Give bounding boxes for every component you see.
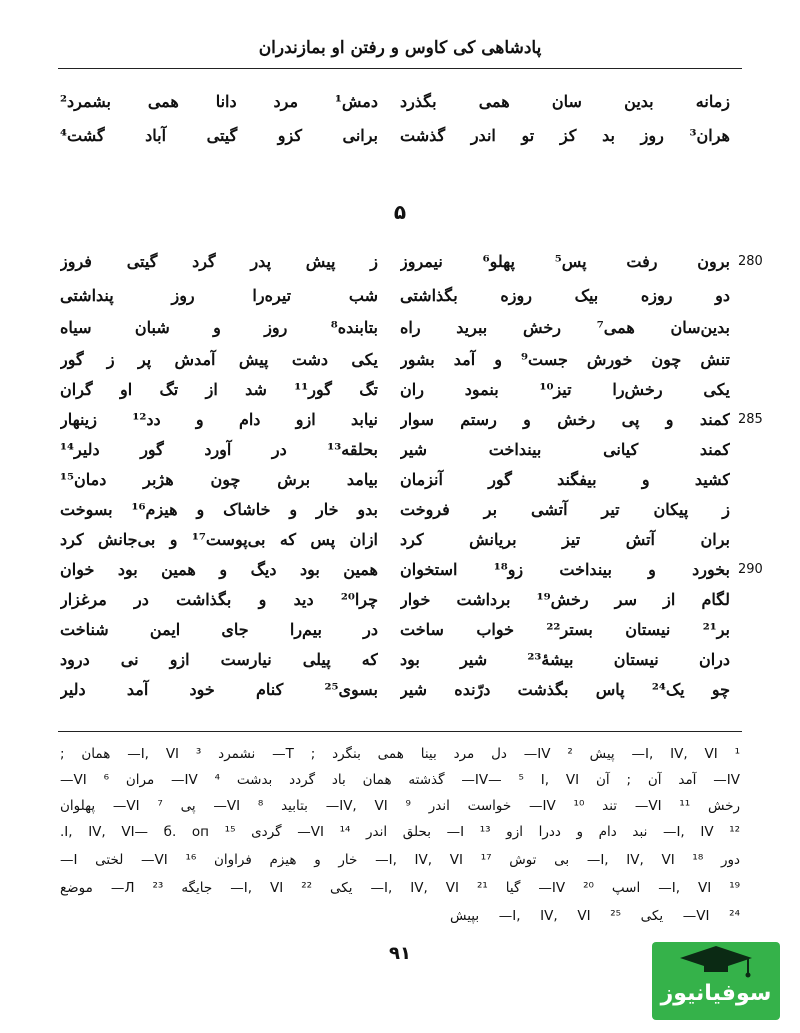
verse-right-hemistich: هران³ روز بد کز تو اندر گذشت [400, 126, 730, 145]
verse-row [0, 495, 800, 525]
footnote-line: دور ¹⁸ I, IV, VI— بی توش ¹⁷ I, IV, VI— خار و هیزم فراوان ¹⁶ VI— لختی I— [60, 852, 740, 868]
verse-line-number: 290 [738, 562, 763, 577]
verse-line-number [738, 313, 778, 343]
verse-left-hemistich: دمش¹ مرد دانا همی بشمرد² [60, 92, 378, 111]
verse-line-number [738, 675, 778, 705]
verse-right-hemistich: بخورد و بینداخت زو¹⁸ استخوان [400, 560, 730, 579]
footnotes-divider [58, 731, 742, 732]
verse-right-hemistich: چو یک²⁴ پاس بگذشت درّنده شیر [400, 680, 730, 699]
verse-left-hemistich: ز پیش پدر گرد گیتی فروز [60, 252, 378, 271]
verse-left-hemistich: بسوی²⁵ کنام خود آمد دلیر [60, 680, 378, 699]
verse-right-hemistich: بدین‌سان همی⁷ رخش ببرید راه [400, 318, 730, 337]
verse-row [0, 645, 800, 675]
verse-left-hemistich: ازان پس که بی‌پوست¹⁷ و بی‌جانش کرد [60, 530, 378, 549]
verse-line-number [738, 465, 778, 495]
watermark-logo [652, 942, 780, 1020]
verse-right-hemistich: بران آتش تیز بریانش کرد [400, 530, 730, 549]
footnote-line: ¹ I, IV, VI— پیش ² IV— دل مرد بینا همی بنگرد ; T— نشمرد ³ I, VI— همان ; [60, 746, 740, 762]
verse-row [0, 435, 800, 465]
footnote-line: IV— آمد آن ; آن IV— ⁵ I, VI— گذشته همان باد گردد بدشت ⁴ IV— مران ⁶ VI— [60, 772, 740, 788]
verse-line-number [738, 281, 778, 311]
verse-row [0, 555, 800, 585]
verse-row [0, 247, 800, 277]
verse-left-hemistich: چرا²⁰ دید و بگذاشت در مرغزار [60, 590, 378, 609]
watermark-text: سوفیانیوز [660, 981, 772, 1006]
verse-right-hemistich: کمند کیانی بینداخت شیر [400, 440, 730, 459]
verse-right-hemistich: کشید و بیفگند گور آنزمان [400, 470, 730, 489]
verse-left-hemistich: نیابد ازو دام و دد¹² زینهار [60, 410, 378, 429]
verse-left-hemistich: بحلقه¹³ در آورد گور دلیر¹⁴ [60, 440, 378, 459]
verse-line-number: 285 [738, 412, 763, 427]
verse-row [0, 313, 800, 343]
verse-right-hemistich: بر²¹ نیستان بستر²² خواب ساخت [400, 620, 730, 639]
verse-right-hemistich: یکی رخش‌را تیز¹⁰ بنمود ران [400, 380, 730, 399]
footnote-line: ¹⁹ I, VI— اسپ ²⁰ IV— گیا ²¹ I, IV, VI— یکی ²² I, VI— جایگه ²³ Л— موضع [60, 880, 740, 896]
verse-row [0, 345, 800, 375]
verse-line-number: 280 [738, 254, 763, 269]
verse-right-hemistich: برون رفت پس⁵ پهلو⁶ نیمروز [400, 252, 730, 271]
verse-left-hemistich: بیامد برش چون هژبر دمان¹⁵ [60, 470, 378, 489]
verse-left-hemistich: بتابنده⁸ روز و شبان سیاه [60, 318, 378, 337]
verse-row [0, 405, 800, 435]
verse-row [0, 585, 800, 615]
verse-right-hemistich: دران نیستان بیشهٔ²³ شیر بود [400, 650, 730, 669]
verse-row [0, 675, 800, 705]
intro-verse [0, 121, 800, 151]
verse-left-hemistich: تگ گور¹¹ شد از تگ او گران [60, 380, 378, 399]
verse-line-number [738, 645, 778, 675]
verse-right-hemistich: ز پیکان تیر آتشی بر فروخت [400, 500, 730, 519]
section-number: ۵ [393, 200, 407, 224]
page-number: ۹۱ [389, 943, 411, 964]
footnote-line: رخش ¹¹ VI— تند ¹⁰ IV— خواست اندر ⁹ IV, VI— بتابید ⁸ VI— پی ⁷ VI— پهلوان [60, 798, 740, 814]
verse-right-hemistich: دو روزه بیک روزه بگذاشتی [400, 286, 730, 305]
verse-left-hemistich: یکی دشت پیش آمدش پر ز گور [60, 350, 378, 369]
verse-line-number [738, 435, 778, 465]
verse-line-number [738, 375, 778, 405]
verse-line-number [738, 615, 778, 645]
verse-row [0, 465, 800, 495]
verse-line-number [738, 525, 778, 555]
header-divider [58, 68, 742, 69]
running-header: پادشاهی کی کاوس و رفتن او بمازندران [258, 38, 542, 58]
verse-right-hemistich: لگام از سر رخش¹⁹ برداشت خوار [400, 590, 730, 609]
verse-row [0, 615, 800, 645]
verse-right-hemistich: تنش چون خورش جست⁹ و آمد بشور [400, 350, 730, 369]
verse-line-number [738, 345, 778, 375]
verse-left-hemistich: بدو خار و خاشاک و هیزم¹⁶ بسوخت [60, 500, 378, 519]
verse-row [0, 375, 800, 405]
footnote-line: ¹² I, IV— نبد دام و ددرا ازو ¹³ I— بحلق اندر ¹⁴ VI— گردی ¹⁵ I, IV, VI— б. оп. [60, 824, 740, 840]
verse-left-hemistich: همین بود دیگ و همین بود خوان [60, 560, 378, 579]
verse-left-hemistich: در بیم‌را جای ایمن شناخت [60, 620, 378, 639]
verse-row [0, 525, 800, 555]
verse-right-hemistich: کمند و پی رخش و رستم سوار [400, 410, 730, 429]
verse-line-number [738, 585, 778, 615]
verse-line-number [738, 495, 778, 525]
verse-row [0, 281, 800, 311]
verse-right-hemistich: زمانه بدین سان همی بگذرد [400, 92, 730, 111]
verse-left-hemistich: شب تیره‌را روز پنداشتی [60, 286, 378, 305]
intro-verse [0, 87, 800, 117]
verse-left-hemistich: برانی کزو گیتی آباد گشت⁴ [60, 126, 378, 145]
verse-left-hemistich: که پیلی نیارست ازو نی درود [60, 650, 378, 669]
footnote-line: ²⁴ VI— یکی ²⁵ I, IV, VI— بپیش [450, 908, 740, 924]
